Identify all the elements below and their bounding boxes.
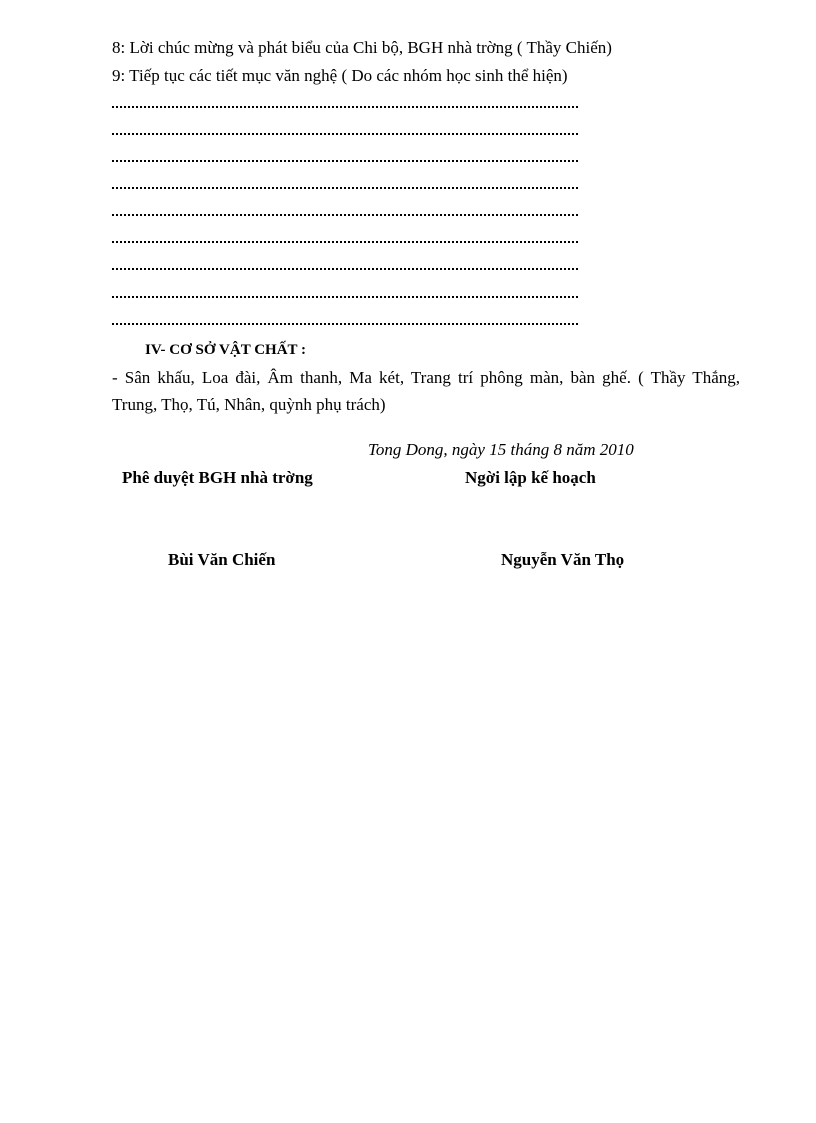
agenda-item-9: 9: Tiếp tục các tiết mục văn nghệ ( Do các nhóm học sinh thể hiện) [112, 66, 568, 85]
dotted-line [112, 214, 578, 216]
dotted-line [112, 268, 578, 270]
dotted-line [112, 187, 578, 189]
approver-title: Phê duyệt BGH nhà trờng [122, 468, 313, 487]
dotted-line [112, 241, 578, 243]
dotted-line [112, 106, 578, 108]
section-body: - Sân khấu, Loa đài, Âm thanh, Ma két, Trang trí phông màn, bàn ghế. ( Thầy Thắng, Trung, Thọ, Tú, Nhân, quỳnh phụ trách) [112, 368, 740, 414]
dotted-line [112, 160, 578, 162]
planner-name: Nguyễn Văn Thọ [501, 550, 625, 569]
dotted-line [112, 296, 578, 298]
planner-title: Ngời lập kế hoạch [465, 468, 596, 487]
approver-name: Bùi Văn Chiến [168, 550, 276, 569]
dotted-line [112, 133, 578, 135]
agenda-item-8: 8: Lời chúc mừng và phát biểu của Chi bộ, BGH nhà trờng ( Thầy Chiến) [112, 38, 612, 57]
dotted-line [112, 323, 578, 325]
place-date: Tong Dong, ngày 15 tháng 8 năm 2010 [368, 440, 634, 459]
section-heading: IV- CƠ SỞ VẬT CHẤT : [145, 342, 307, 358]
